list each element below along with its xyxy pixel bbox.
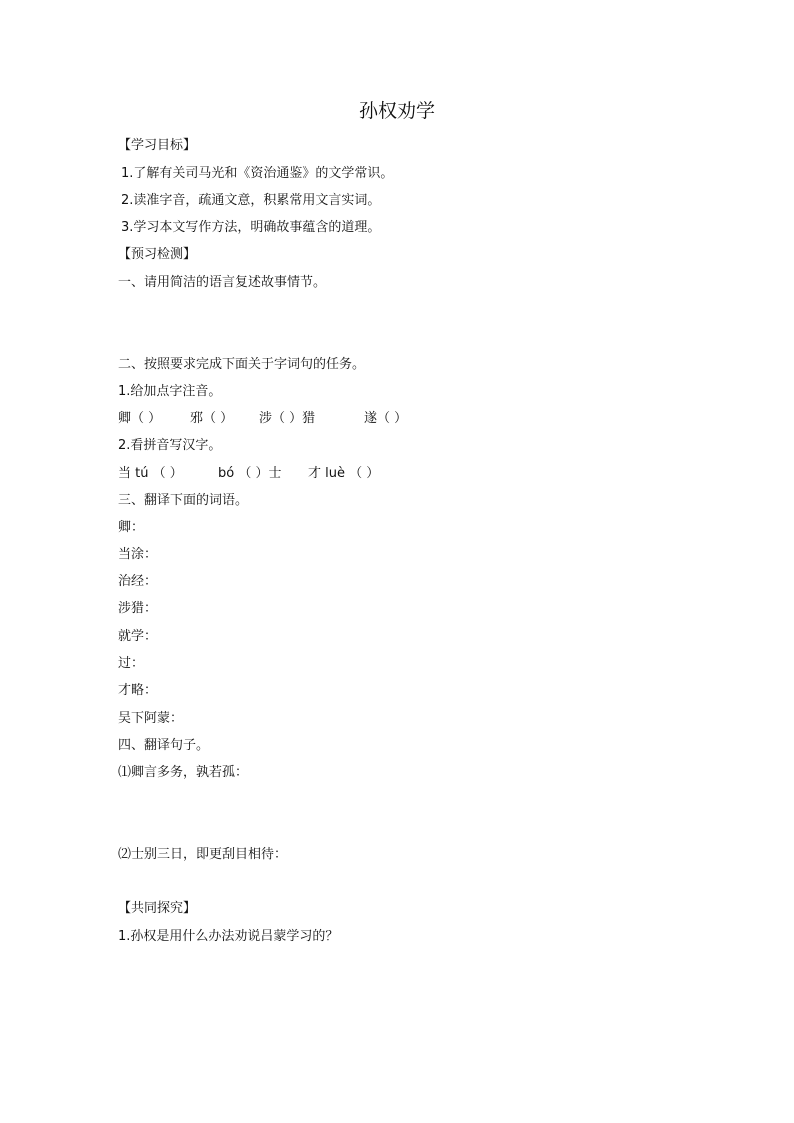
pinyin-item: 遂（ ） bbox=[364, 411, 408, 426]
translate-word: 过： bbox=[118, 656, 145, 671]
translate-word: 卿： bbox=[118, 520, 145, 535]
pinyin-item: 涉（ ）猎 bbox=[259, 411, 316, 426]
hanzi-task-row bbox=[118, 464, 438, 484]
pinyin-task-heading: 1.给加点字注音。 bbox=[118, 384, 222, 399]
pinyin-item: 卿（ ） bbox=[118, 411, 162, 426]
translate-word: 吴下阿蒙： bbox=[118, 711, 184, 726]
objective-item-3: 3.学习本文写作方法，明确故事蕴含的道理。 bbox=[121, 220, 381, 235]
hanzi-item: bó （ ）士 bbox=[218, 466, 282, 481]
translate-word: 当涂： bbox=[118, 547, 158, 562]
preview-question-4: 四、翻译句子。 bbox=[118, 738, 210, 753]
preview-question-2: 二、按照要求完成下面关于字词句的任务。 bbox=[118, 357, 366, 372]
hanzi-item: 才 luè （ ） bbox=[308, 466, 380, 481]
hanzi-task-heading: 2.看拼音写汉字。 bbox=[118, 438, 222, 453]
explore-question-1: 1.孙权是用什么办法劝说吕蒙学习的？ bbox=[118, 929, 339, 944]
translate-word: 治经： bbox=[118, 574, 158, 589]
objective-item-1: 1.了解有关司马光和《资治通鉴》的文学常识。 bbox=[121, 166, 394, 181]
page-title: 孙权劝学 bbox=[358, 100, 435, 122]
translate-word: 涉猎： bbox=[118, 601, 158, 616]
translate-sentence-1: ⑴卿言多务，孰若孤： bbox=[118, 765, 249, 780]
pinyin-task-row bbox=[118, 409, 438, 429]
preview-heading: 【预习检测】 bbox=[118, 247, 197, 262]
translate-word: 就学： bbox=[118, 629, 158, 644]
objective-item-2: 2.读准字音，疏通文意，积累常用文言实词。 bbox=[121, 193, 381, 208]
explore-heading: 【共同探究】 bbox=[118, 901, 197, 916]
preview-question-3: 三、翻译下面的词语。 bbox=[118, 493, 249, 508]
translate-sentence-2: ⑵士别三日，即更刮目相待： bbox=[118, 847, 288, 862]
pinyin-item: 邪（ ） bbox=[190, 411, 234, 426]
objectives-heading: 【学习目标】 bbox=[118, 138, 197, 153]
hanzi-item: 当 tú （ ） bbox=[118, 466, 183, 481]
preview-question-1: 一、请用简洁的语言复述故事情节。 bbox=[118, 275, 327, 290]
translate-word: 才略： bbox=[118, 683, 158, 698]
